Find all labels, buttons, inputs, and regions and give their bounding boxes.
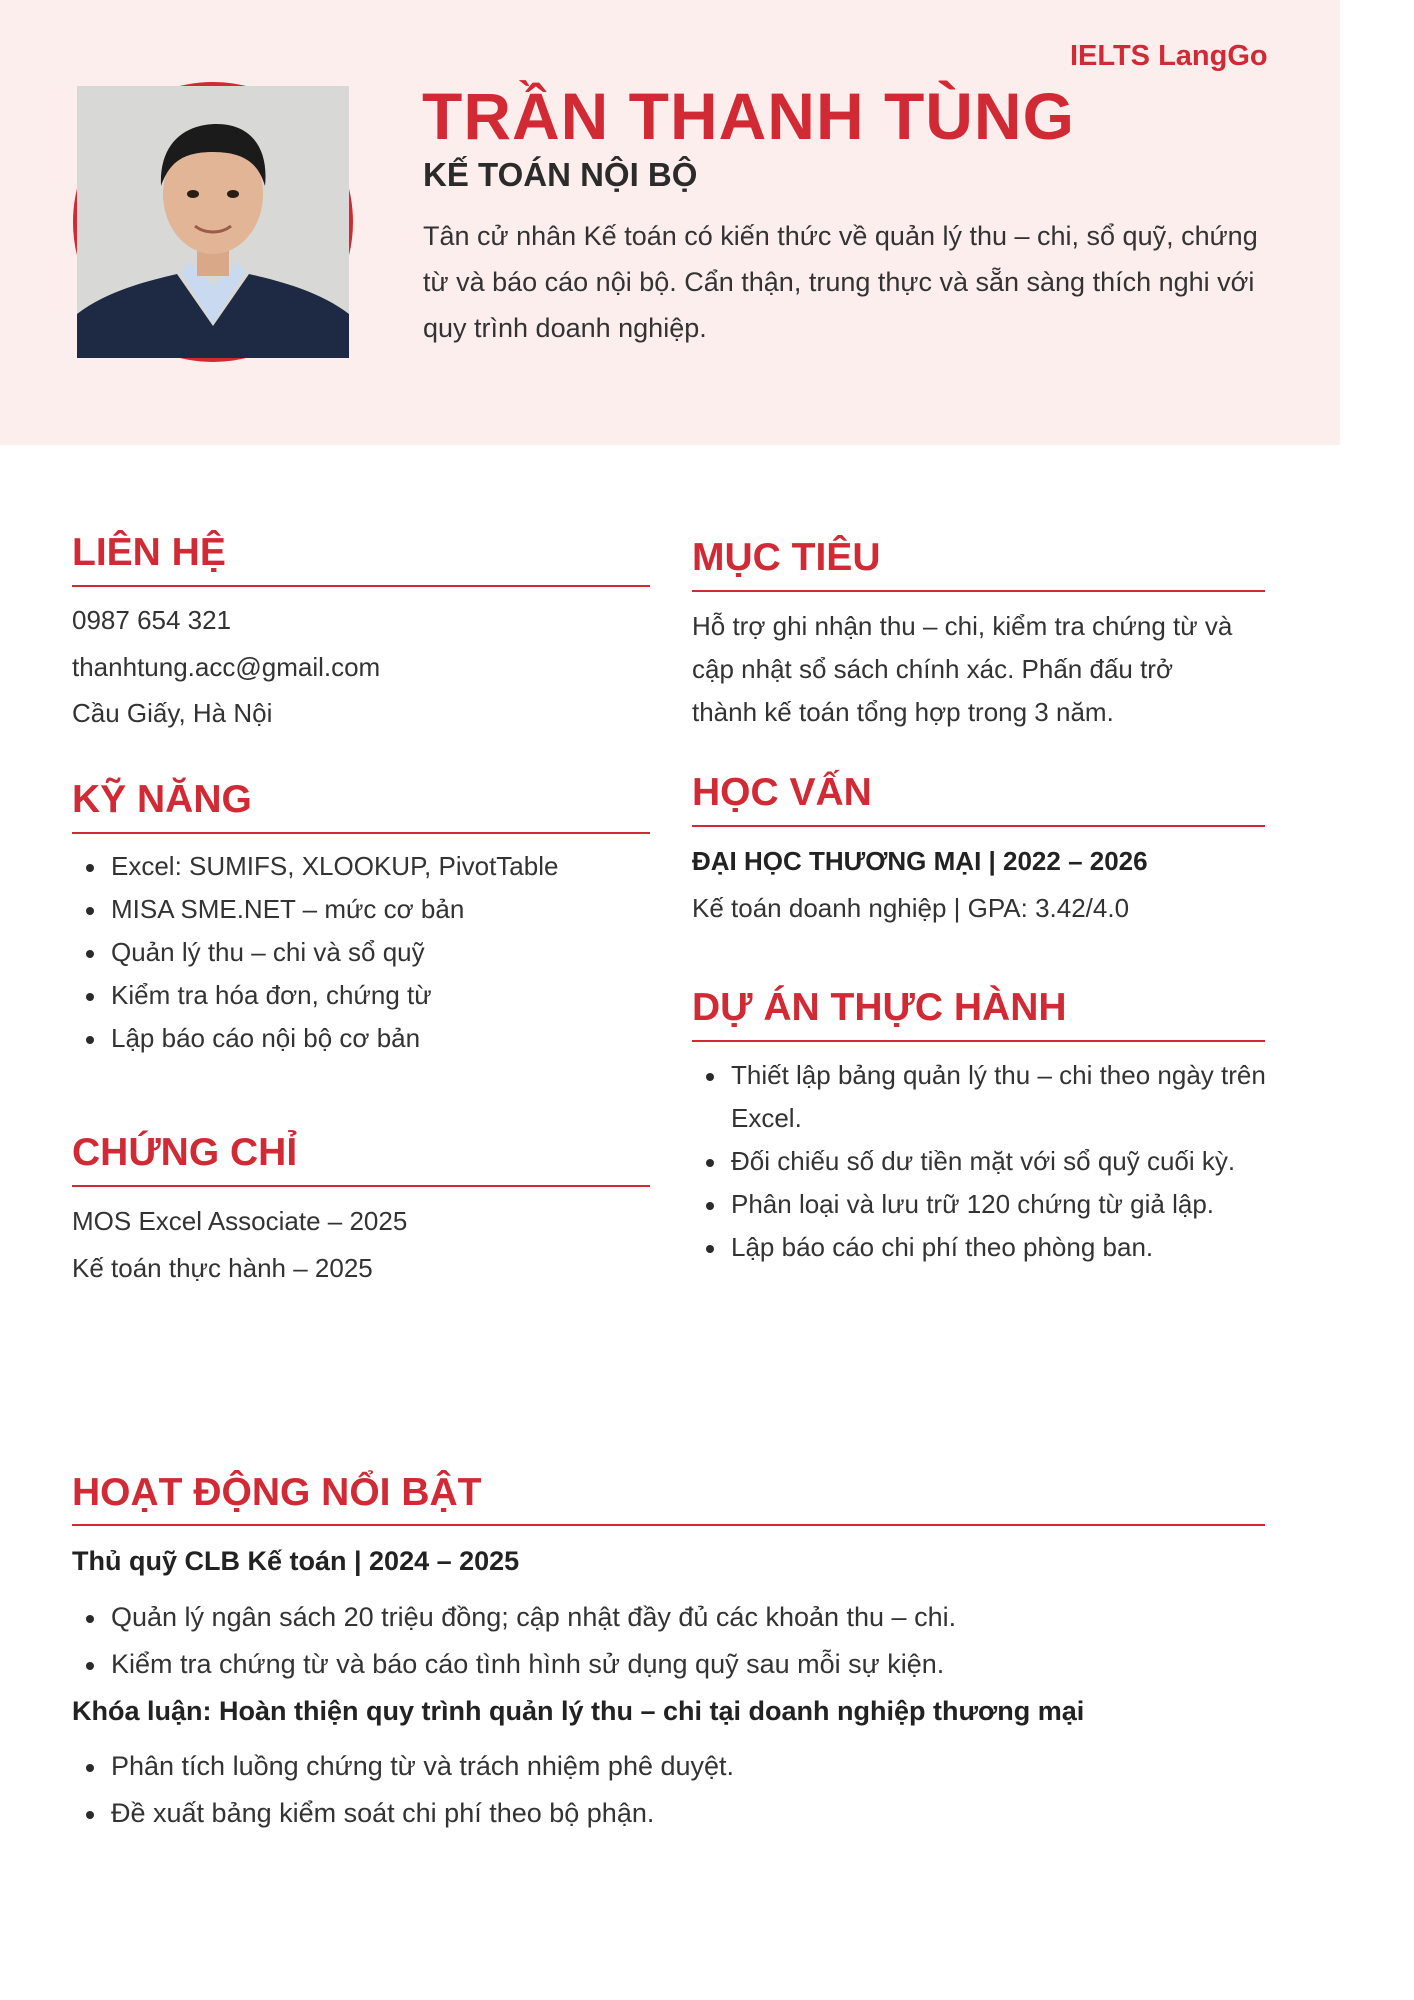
contact-divider bbox=[72, 585, 650, 587]
contact-address: Cầu Giấy, Hà Nội bbox=[72, 698, 273, 728]
profile-summary: Tân cử nhân Kế toán có kiến thức về quản lý thu – chi, sổ quỹ, chứng từ và báo cáo nội bộ. Cẩn thận, trung thực và sẵn sàng thích nghi với quy trình doanh nghiệp. bbox=[423, 221, 1258, 343]
activity-list bbox=[72, 1594, 1262, 1688]
projects-list bbox=[692, 1054, 1267, 1269]
project-item: Phân loại và lưu trữ 120 chứng từ giả lập. bbox=[692, 1183, 1267, 1226]
activity-item: Phân tích luồng chứng từ và trách nhiệm phê duyệt. bbox=[72, 1743, 1262, 1790]
project-item: Thiết lập bảng quản lý thu – chi theo ngày trên Excel. bbox=[692, 1054, 1267, 1140]
activity-item: Kiểm tra chứng từ và báo cáo tình hình sử dụng quỹ sau mỗi sự kiện. bbox=[72, 1641, 1262, 1688]
certificate-item: MOS Excel Associate – 2025 bbox=[72, 1206, 408, 1236]
contact-title: LIÊN HỆ bbox=[72, 531, 226, 574]
activities-divider bbox=[72, 1524, 1265, 1526]
skill-item: Excel: SUMIFS, XLOOKUP, PivotTable bbox=[72, 845, 652, 888]
project-item: Lập báo cáo chi phí theo phòng ban. bbox=[692, 1226, 1267, 1269]
activity-item: Đề xuất bảng kiểm soát chi phí theo bộ phận. bbox=[72, 1790, 1262, 1837]
objective-title: MỤC TIÊU bbox=[692, 536, 881, 579]
skills-divider bbox=[72, 832, 650, 834]
project-item: Đối chiếu số dư tiền mặt với sổ quỹ cuối kỳ. bbox=[692, 1140, 1267, 1183]
objective-divider bbox=[692, 590, 1265, 592]
candidate-name: TRẦN THANH TÙNG bbox=[422, 79, 1075, 153]
certificates-title: CHỨNG CHỈ bbox=[72, 1131, 298, 1174]
portrait-image bbox=[77, 86, 349, 358]
activity-heading: Thủ quỹ CLB Kế toán | 2024 – 2025 bbox=[72, 1546, 520, 1576]
job-title: KẾ TOÁN NỘI BỘ bbox=[423, 156, 698, 193]
skills-list bbox=[72, 845, 652, 1060]
education-major: Kế toán doanh nghiệp | GPA: 3.42/4.0 bbox=[692, 893, 1130, 923]
activity-item: Quản lý ngân sách 20 triệu đồng; cập nhật đầy đủ các khoản thu – chi. bbox=[72, 1594, 1262, 1641]
objective-line: cập nhật sổ sách chính xác. Phấn đấu trở bbox=[692, 654, 1174, 684]
certificate-item: Kế toán thực hành – 2025 bbox=[72, 1253, 373, 1283]
skill-item: Lập báo cáo nội bộ cơ bản bbox=[72, 1017, 652, 1060]
skill-item: Kiểm tra hóa đơn, chứng từ bbox=[72, 974, 652, 1017]
contact-phone: 0987 654 321 bbox=[72, 605, 232, 635]
objective-line: Hỗ trợ ghi nhận thu – chi, kiểm tra chứng từ và bbox=[692, 611, 1233, 641]
activities-title: HOẠT ĐỘNG NỔI BẬT bbox=[72, 1471, 482, 1514]
profile-photo bbox=[73, 82, 353, 362]
skills-title: KỸ NĂNG bbox=[72, 778, 252, 821]
education-school: ĐẠI HỌC THƯƠNG MẠI | 2022 – 2026 bbox=[692, 846, 1148, 876]
education-title: HỌC VẤN bbox=[692, 771, 872, 814]
education-divider bbox=[692, 825, 1265, 827]
contact-email: thanhtung.acc@gmail.com bbox=[72, 652, 381, 682]
portrait-icon bbox=[77, 86, 349, 358]
certificates-divider bbox=[72, 1185, 650, 1187]
activity-heading: Khóa luận: Hoàn thiện quy trình quản lý thu – chi tại doanh nghiệp thương mại bbox=[72, 1696, 1085, 1726]
projects-title: DỰ ÁN THỰC HÀNH bbox=[692, 986, 1067, 1029]
skill-item: MISA SME.NET – mức cơ bản bbox=[72, 888, 652, 931]
brand-logo-text: IELTS LangGo bbox=[1070, 40, 1268, 72]
skill-item: Quản lý thu – chi và sổ quỹ bbox=[72, 931, 652, 974]
objective-line: thành kế toán tổng hợp trong 3 năm. bbox=[692, 697, 1114, 727]
activity-list bbox=[72, 1743, 1262, 1837]
projects-divider bbox=[692, 1040, 1265, 1042]
